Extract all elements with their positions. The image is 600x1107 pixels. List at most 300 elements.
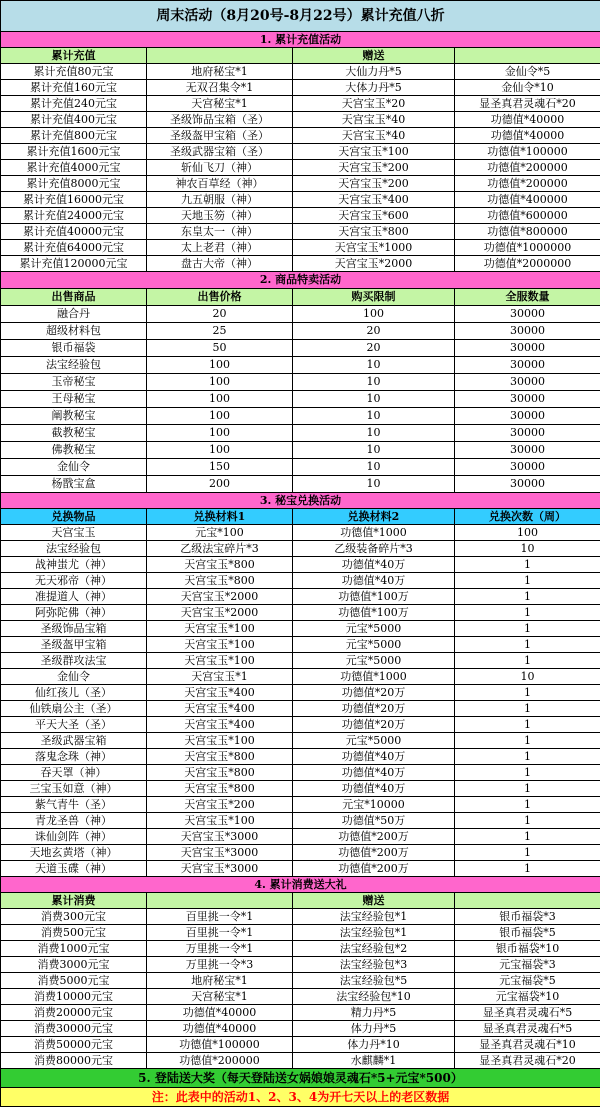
table-cell: 30000 — [455, 357, 600, 374]
table-cell: 百里挑一令*1 — [147, 909, 293, 925]
table-cell: 功德值*20万 — [293, 701, 455, 717]
table-cell: 金仙令 — [1, 669, 147, 685]
table-cell: 地府秘宝*1 — [147, 64, 293, 80]
table-cell: 元宝福袋*10 — [455, 989, 600, 1005]
table-cell: 1 — [455, 685, 600, 701]
table-row — [1, 605, 600, 621]
table-row — [1, 573, 600, 589]
table-cell: 功德值*2000000 — [455, 256, 600, 272]
table-cell: 10 — [293, 442, 455, 459]
table-row — [1, 589, 600, 605]
table-cell: 万里挑一令*3 — [147, 957, 293, 973]
table-row — [1, 525, 600, 541]
table-cell: 功德值*200000 — [147, 1053, 293, 1069]
table-cell: 消费500元宝 — [1, 925, 147, 941]
section-3 — [1, 493, 600, 877]
section-2-header-row — [1, 289, 600, 306]
table-cell: 天宫宝玉*400 — [147, 685, 293, 701]
section-5-heading: 5. 登陆送大奖（每天登陆送女娲娘娘灵魂石*5+元宝*500） — [1, 1069, 600, 1088]
table-cell: 天宫宝玉*400 — [147, 701, 293, 717]
table-row — [1, 176, 600, 192]
table-row — [1, 160, 600, 176]
table-cell: 累计充值16000元宝 — [1, 192, 147, 208]
table-row — [1, 208, 600, 224]
table-cell: 1 — [455, 701, 600, 717]
table-cell: 功德值*600000 — [455, 208, 600, 224]
table-row — [1, 685, 600, 701]
table-cell: 融合丹 — [1, 306, 147, 323]
table-cell: 消费1000元宝 — [1, 941, 147, 957]
table-cell: 消费80000元宝 — [1, 1053, 147, 1069]
table-cell: 显圣真君灵魂石*10 — [455, 1037, 600, 1053]
table-cell: 30000 — [455, 442, 600, 459]
table-row — [1, 112, 600, 128]
table-cell: 法宝经验包*1 — [293, 909, 455, 925]
table-cell: 功德值*200万 — [293, 861, 455, 877]
table-row — [1, 340, 600, 357]
table-cell: 1 — [455, 621, 600, 637]
section-4 — [1, 877, 600, 1069]
table-row — [1, 845, 600, 861]
table-cell: 10 — [293, 357, 455, 374]
table-cell: 天宫宝玉*200 — [293, 176, 455, 192]
table-cell: 青龙圣兽（神） — [1, 813, 147, 829]
table-cell: 消费300元宝 — [1, 909, 147, 925]
table-cell: 天地玉笏（神） — [147, 208, 293, 224]
table-cell: 100 — [293, 306, 455, 323]
table-row — [1, 425, 600, 442]
table-cell: 神农百草经（神） — [147, 176, 293, 192]
table-cell: 累计充值40000元宝 — [1, 224, 147, 240]
table-cell: 200 — [147, 476, 293, 493]
table-cell: 功德值*40000 — [455, 128, 600, 144]
table-cell: 功德值*100000 — [455, 144, 600, 160]
table-cell: 1 — [455, 637, 600, 653]
table-cell: 10 — [455, 669, 600, 685]
table-cell: 功德值*40万 — [293, 749, 455, 765]
table-cell: 法宝经验包*2 — [293, 941, 455, 957]
table-row — [1, 306, 600, 323]
table-row — [1, 224, 600, 240]
table-cell: 东皇太一（神） — [147, 224, 293, 240]
table-row — [1, 653, 600, 669]
table-row — [1, 909, 600, 925]
table-cell: 功德值*100万 — [293, 589, 455, 605]
table-cell: 金仙令*10 — [455, 80, 600, 96]
table-cell: 累计充值80元宝 — [1, 64, 147, 80]
table-row — [1, 717, 600, 733]
table-row — [1, 957, 600, 973]
header-material-1: 兑换材料1 — [147, 509, 293, 525]
header-item: 出售商品 — [1, 289, 147, 306]
table-row — [1, 144, 600, 160]
table-cell: 消费20000元宝 — [1, 1005, 147, 1021]
table-row — [1, 637, 600, 653]
section-1-heading: 1. 累计充值活动 — [1, 32, 600, 48]
table-cell: 天宫宝玉*400 — [293, 192, 455, 208]
header-exchange-item: 兑换物品 — [1, 509, 147, 525]
table-cell: 乙级装备碎片*3 — [293, 541, 455, 557]
table-cell: 天宫宝玉*40 — [293, 112, 455, 128]
page-title: 周末活动（8月20号-8月22号）累计充值八折 — [1, 1, 600, 32]
table-cell: 150 — [147, 459, 293, 476]
table-row — [1, 973, 600, 989]
table-row — [1, 541, 600, 557]
header-material-2: 兑换材料2 — [293, 509, 455, 525]
table-cell: 10 — [293, 425, 455, 442]
table-row — [1, 733, 600, 749]
table-cell: 100 — [147, 374, 293, 391]
header-blank — [455, 893, 600, 909]
table-cell: 累计充值120000元宝 — [1, 256, 147, 272]
table-row — [1, 1005, 600, 1021]
table-cell: 25 — [147, 323, 293, 340]
table-row — [1, 701, 600, 717]
table-cell: 1 — [455, 797, 600, 813]
table-cell: 盘古大帝（神） — [147, 256, 293, 272]
table-cell: 体力丹*5 — [293, 1021, 455, 1037]
table-cell: 1 — [455, 573, 600, 589]
table-row — [1, 765, 600, 781]
table-cell: 元宝*100 — [147, 525, 293, 541]
table-cell: 功德值*200000 — [455, 160, 600, 176]
table-cell: 天宫秘宝*1 — [147, 989, 293, 1005]
table-cell: 天宫宝玉*800 — [147, 749, 293, 765]
table-cell: 元宝*5000 — [293, 637, 455, 653]
table-cell: 阿弥陀佛（神） — [1, 605, 147, 621]
table-cell: 体力丹*10 — [293, 1037, 455, 1053]
header-exchange-count: 兑换次数（周） — [455, 509, 600, 525]
table-cell: 10 — [455, 541, 600, 557]
table-cell: 乙级法宝碎片*3 — [147, 541, 293, 557]
table-cell: 消费50000元宝 — [1, 1037, 147, 1053]
table-cell: 法宝经验包*1 — [293, 925, 455, 941]
table-cell: 天宫宝玉*100 — [147, 637, 293, 653]
table-cell: 消费10000元宝 — [1, 989, 147, 1005]
header-gift: 赠送 — [293, 893, 455, 909]
table-cell: 天宫宝玉*200 — [293, 160, 455, 176]
table-row — [1, 861, 600, 877]
table-cell: 累计充值800元宝 — [1, 128, 147, 144]
table-cell: 天宫宝玉 — [1, 525, 147, 541]
table-row — [1, 557, 600, 573]
table-cell: 30000 — [455, 425, 600, 442]
table-cell: 30000 — [455, 459, 600, 476]
table-cell: 30000 — [455, 306, 600, 323]
table-cell: 无双召集令*1 — [147, 80, 293, 96]
table-cell: 30000 — [455, 391, 600, 408]
table-cell: 法宝经验包*5 — [293, 973, 455, 989]
table-cell: 仙铁扇公主（圣） — [1, 701, 147, 717]
table-cell: 银币福袋*3 — [455, 909, 600, 925]
table-row — [1, 781, 600, 797]
table-cell: 天宫宝玉*100 — [293, 144, 455, 160]
table-cell: 1 — [455, 813, 600, 829]
table-row — [1, 192, 600, 208]
table-cell: 累计充值8000元宝 — [1, 176, 147, 192]
footnote: 注：此表中的活动1、2、3、4为开七天以上的老区数据 — [1, 1088, 600, 1107]
table-cell: 功德值*1000 — [293, 525, 455, 541]
table-row — [1, 96, 600, 112]
header-quantity: 全服数量 — [455, 289, 600, 306]
table-cell: 20 — [293, 340, 455, 357]
table-cell: 天宫宝玉*3000 — [147, 829, 293, 845]
table-cell: 法宝经验包 — [1, 357, 147, 374]
table-cell: 消费3000元宝 — [1, 957, 147, 973]
table-cell: 大体力丹*5 — [293, 80, 455, 96]
table-row — [1, 240, 600, 256]
table-cell: 元宝*5000 — [293, 653, 455, 669]
table-cell: 功德值*100000 — [147, 1037, 293, 1053]
table-cell: 功德值*40万 — [293, 573, 455, 589]
table-row — [1, 749, 600, 765]
table-cell: 万里挑一令*1 — [147, 941, 293, 957]
table-cell: 圣级饰品宝箱 — [1, 621, 147, 637]
table-cell: 功德值*1000000 — [455, 240, 600, 256]
table-row — [1, 391, 600, 408]
table-cell: 天宫宝玉*800 — [147, 781, 293, 797]
table-cell: 20 — [147, 306, 293, 323]
table-cell: 金仙令*5 — [455, 64, 600, 80]
table-cell: 紫气青牛（圣） — [1, 797, 147, 813]
table-cell: 天地玄黄塔（神） — [1, 845, 147, 861]
table-cell: 落鬼念珠（神） — [1, 749, 147, 765]
table-cell: 累计充值240元宝 — [1, 96, 147, 112]
table-cell: 功德值*200万 — [293, 829, 455, 845]
table-row — [1, 989, 600, 1005]
table-cell: 功德值*40000 — [147, 1021, 293, 1037]
table-cell: 20 — [293, 323, 455, 340]
table-cell: 天宫宝玉*400 — [147, 717, 293, 733]
section-3-header-row — [1, 509, 600, 525]
table-cell: 天宫宝玉*600 — [293, 208, 455, 224]
table-cell: 100 — [147, 391, 293, 408]
table-cell: 圣级武器宝箱（圣） — [147, 144, 293, 160]
header-price: 出售价格 — [147, 289, 293, 306]
table-cell: 累计充值64000元宝 — [1, 240, 147, 256]
table-cell: 银币福袋*5 — [455, 925, 600, 941]
table-row — [1, 357, 600, 374]
table-row — [1, 442, 600, 459]
table-cell: 百里挑一令*1 — [147, 925, 293, 941]
table-cell: 超级材料包 — [1, 323, 147, 340]
header-limit: 购买限制 — [293, 289, 455, 306]
table-row — [1, 941, 600, 957]
table-cell: 1 — [455, 733, 600, 749]
section-2 — [1, 272, 600, 493]
table-row — [1, 80, 600, 96]
table-cell: 吞天罩（神） — [1, 765, 147, 781]
table-cell: 地府秘宝*1 — [147, 973, 293, 989]
table-cell: 天宫宝玉*800 — [147, 765, 293, 781]
table-cell: 100 — [147, 408, 293, 425]
table-cell: 水麒麟*1 — [293, 1053, 455, 1069]
table-cell: 天宫宝玉*100 — [147, 621, 293, 637]
table-cell: 天宫宝玉*3000 — [147, 845, 293, 861]
table-cell: 消费5000元宝 — [1, 973, 147, 989]
table-cell: 1 — [455, 589, 600, 605]
table-cell: 1 — [455, 829, 600, 845]
table-cell: 法宝经验包 — [1, 541, 147, 557]
table-cell: 天宫宝玉*100 — [147, 813, 293, 829]
table-cell: 九五朝服（神） — [147, 192, 293, 208]
table-row — [1, 1053, 600, 1069]
table-cell: 1 — [455, 717, 600, 733]
table-row — [1, 323, 600, 340]
table-cell: 元宝*5000 — [293, 733, 455, 749]
table-cell: 天宫宝玉*2000 — [147, 589, 293, 605]
table-cell: 功德值*40万 — [293, 781, 455, 797]
table-row — [1, 408, 600, 425]
section-1-header-row — [1, 48, 600, 64]
section-4-heading: 4. 累计消费送大礼 — [1, 877, 600, 893]
table-cell: 精力丹*5 — [293, 1005, 455, 1021]
table-cell: 功德值*100万 — [293, 605, 455, 621]
table-cell: 10 — [293, 374, 455, 391]
table-cell: 功德值*50万 — [293, 813, 455, 829]
table-cell: 1 — [455, 765, 600, 781]
table-row — [1, 459, 600, 476]
table-cell: 功德值*400000 — [455, 192, 600, 208]
table-cell: 功德值*800000 — [455, 224, 600, 240]
table-cell: 10 — [293, 391, 455, 408]
table-cell: 截教秘宝 — [1, 425, 147, 442]
table-cell: 1 — [455, 781, 600, 797]
table-cell: 10 — [293, 476, 455, 493]
table-cell: 功德值*40000 — [147, 1005, 293, 1021]
table-cell: 仙红孩儿（圣） — [1, 685, 147, 701]
table-cell: 功德值*40000 — [455, 112, 600, 128]
table-cell: 显圣真君灵魂石*20 — [455, 1053, 600, 1069]
table-cell: 天宫宝玉*800 — [147, 573, 293, 589]
table-cell: 30000 — [455, 476, 600, 493]
table-row — [1, 374, 600, 391]
section-1 — [1, 32, 600, 272]
table-cell: 天宫宝玉*100 — [147, 653, 293, 669]
table-cell: 斩仙飞刀（神） — [147, 160, 293, 176]
table-cell: 天宫宝玉*800 — [147, 557, 293, 573]
table-cell: 天宫宝玉*100 — [147, 733, 293, 749]
table-cell: 累计充值400元宝 — [1, 112, 147, 128]
table-cell: 功德值*20万 — [293, 685, 455, 701]
table-cell: 天宫宝玉*20 — [293, 96, 455, 112]
table-cell: 10 — [293, 459, 455, 476]
table-cell: 元宝福袋*5 — [455, 973, 600, 989]
table-cell: 30000 — [455, 323, 600, 340]
table-cell: 天宫宝玉*1 — [147, 669, 293, 685]
table-cell: 天宫宝玉*1000 — [293, 240, 455, 256]
table-cell: 30000 — [455, 374, 600, 391]
table-row — [1, 925, 600, 941]
table-cell: 30000 — [455, 340, 600, 357]
table-cell: 圣级武器宝箱 — [1, 733, 147, 749]
table-cell: 元宝福袋*3 — [455, 957, 600, 973]
table-cell: 平天大圣（圣） — [1, 717, 147, 733]
table-row — [1, 813, 600, 829]
table-cell: 元宝*5000 — [293, 621, 455, 637]
table-cell: 显圣真君灵魂石*5 — [455, 1021, 600, 1037]
table-cell: 1 — [455, 845, 600, 861]
table-cell: 功德值*200万 — [293, 845, 455, 861]
header-blank — [455, 48, 600, 64]
table-cell: 法宝经验包*3 — [293, 957, 455, 973]
table-cell: 50 — [147, 340, 293, 357]
table-cell: 100 — [147, 442, 293, 459]
header-blank — [147, 893, 293, 909]
table-cell: 无天邪帝（神） — [1, 573, 147, 589]
table-cell: 累计充值160元宝 — [1, 80, 147, 96]
table-cell: 法宝经验包*10 — [293, 989, 455, 1005]
table-cell: 100 — [147, 425, 293, 442]
table-cell: 天宫秘宝*1 — [147, 96, 293, 112]
table-cell: 杨戬宝盒 — [1, 476, 147, 493]
table-cell: 显圣真君灵魂石*5 — [455, 1005, 600, 1021]
table-row — [1, 829, 600, 845]
table-cell: 1 — [455, 605, 600, 621]
section-5-row — [1, 1069, 600, 1088]
table-cell: 天宫宝玉*40 — [293, 128, 455, 144]
table-cell: 1 — [455, 557, 600, 573]
table-cell: 累计充值24000元宝 — [1, 208, 147, 224]
table-cell: 战神蚩尤（神） — [1, 557, 147, 573]
section-4-header-row — [1, 893, 600, 909]
table-cell: 100 — [455, 525, 600, 541]
table-cell: 天宫宝玉*3000 — [147, 861, 293, 877]
table-cell: 准提道人（神） — [1, 589, 147, 605]
table-cell: 银币福袋*10 — [455, 941, 600, 957]
section-2-heading: 2. 商品特卖活动 — [1, 272, 600, 289]
section-3-heading: 3. 秘宝兑换活动 — [1, 493, 600, 509]
title-row — [1, 1, 600, 32]
table-cell: 累计充值4000元宝 — [1, 160, 147, 176]
table-cell: 圣级盔甲宝箱 — [1, 637, 147, 653]
table-cell: 10 — [293, 408, 455, 425]
table-row — [1, 797, 600, 813]
table-row — [1, 128, 600, 144]
table-cell: 天宫宝玉*2000 — [147, 605, 293, 621]
table-cell: 天宫宝玉*200 — [147, 797, 293, 813]
table-cell: 30000 — [455, 408, 600, 425]
table-cell: 功德值*20万 — [293, 717, 455, 733]
header-gift: 赠送 — [293, 48, 455, 64]
table-row — [1, 64, 600, 80]
table-cell: 功德值*200000 — [455, 176, 600, 192]
table-cell: 圣级盔甲宝箱（圣） — [147, 128, 293, 144]
table-cell: 银币福袋 — [1, 340, 147, 357]
table-cell: 1 — [455, 653, 600, 669]
note-row — [1, 1088, 600, 1107]
table-cell: 功德值*1000 — [293, 669, 455, 685]
table-cell: 太上老君（神） — [147, 240, 293, 256]
header-cumulative-recharge: 累计充值 — [1, 48, 147, 64]
table-cell: 功德值*40万 — [293, 557, 455, 573]
table-cell: 阐教秘宝 — [1, 408, 147, 425]
table-cell: 圣级饰品宝箱（圣） — [147, 112, 293, 128]
table-cell: 功德值*40万 — [293, 765, 455, 781]
table-cell: 圣级群攻法宝 — [1, 653, 147, 669]
table-cell: 佛教秘宝 — [1, 442, 147, 459]
table-cell: 消费30000元宝 — [1, 1021, 147, 1037]
table-cell: 100 — [147, 357, 293, 374]
table-cell: 元宝*10000 — [293, 797, 455, 813]
table-row — [1, 256, 600, 272]
table-cell: 显圣真君灵魂石*20 — [455, 96, 600, 112]
table-cell: 三宝玉如意（神） — [1, 781, 147, 797]
table-cell: 天道玉碟（神） — [1, 861, 147, 877]
table-row — [1, 476, 600, 493]
table-cell: 累计充值1600元宝 — [1, 144, 147, 160]
header-blank — [147, 48, 293, 64]
